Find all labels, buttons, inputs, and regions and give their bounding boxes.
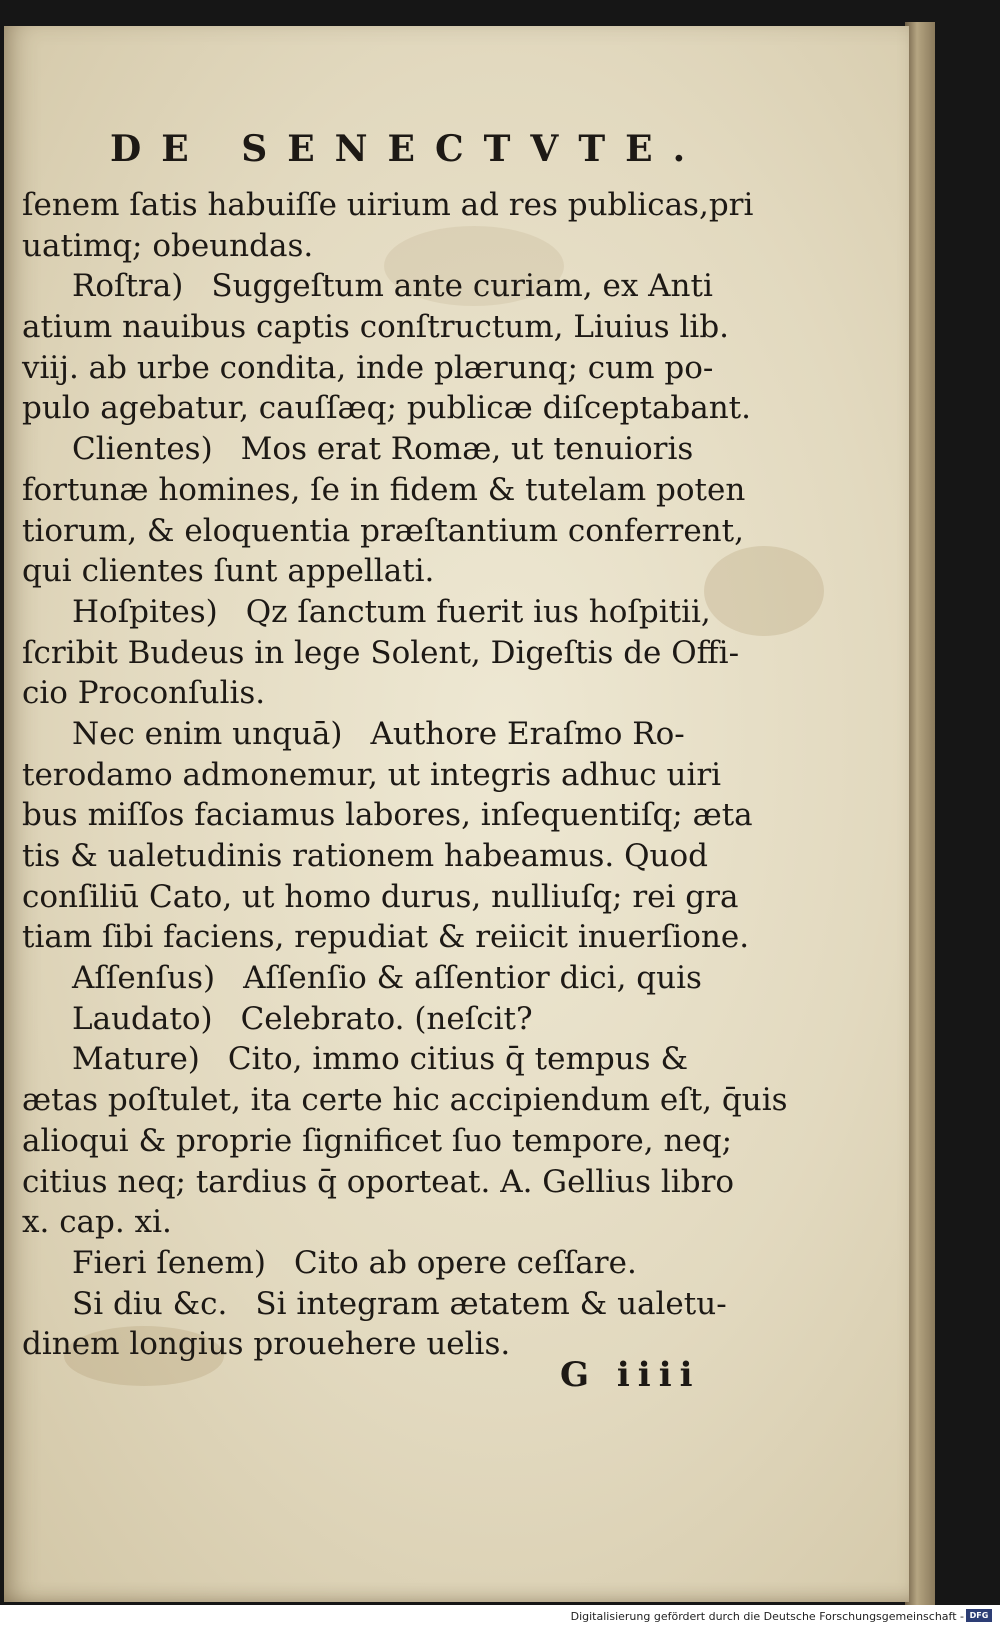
text-line xyxy=(22,917,762,958)
line-text: atium nauibus captis conſtructum, Liuius lib. xyxy=(22,309,730,346)
line-text: Mos erat Romæ, ut tenuioris xyxy=(240,431,694,468)
text-line xyxy=(22,1080,788,1121)
line-text: x. cap. xi. xyxy=(22,1204,172,1241)
line-text: citius neq; tardius q̄ oporteat. A. Gellius libro xyxy=(22,1163,735,1200)
text-line xyxy=(22,388,762,429)
line-text: pulo agebatur, cauſſæq; publicæ diſceptabant. xyxy=(22,390,751,427)
line-text: fortunæ homines, ſe in fidem & tutelam poten xyxy=(22,471,746,508)
line-text: tiorum, & eloquentia præſtantium conferrent, xyxy=(22,512,744,549)
line-text: tis & ualetudinis rationem habeamus. Quod xyxy=(22,838,708,874)
line-text: terodamo admonemur, ut integris adhuc uiri xyxy=(22,756,722,793)
lemma: Laudato) xyxy=(72,1000,213,1037)
lemma: Mature) xyxy=(72,1041,200,1078)
line-text: conſiliū Cato, ut homo durus, nulliuſq; rei gra xyxy=(22,878,739,915)
line-text: viij. ab urbe condita, inde plærunq; cum po- xyxy=(22,349,714,386)
text-line xyxy=(22,429,762,470)
text-line xyxy=(22,1243,762,1284)
line-text: Aſſenſio & aſſentior dici, quis xyxy=(243,960,702,997)
page-edge xyxy=(905,22,935,1607)
line-text: tiam ſibi faciens, repudiat & reiicit inuerſione. xyxy=(22,919,750,956)
text-line xyxy=(22,226,762,267)
text-line xyxy=(22,958,762,999)
funding-notice: Digitalisierung gefördert durch die Deutsche Forschungsgemeinschaft - xyxy=(570,1610,964,1623)
line-text: alioqui & proprie ſignificet ſuo tempore, neq; xyxy=(22,1122,733,1159)
text-line xyxy=(22,755,762,796)
text-line xyxy=(22,633,762,674)
line-text: Qz ſanctum fuerit ius hoſpitii, xyxy=(245,593,711,630)
lemma: Fieri ſenem) xyxy=(72,1244,266,1281)
line-text: ſcribit Budeus in lege Solent, Digeſtis de Offi- xyxy=(22,634,740,671)
line-text: Cito ab opere ceſſare. xyxy=(293,1244,637,1281)
text-line xyxy=(22,511,762,552)
text-line xyxy=(22,348,762,389)
running-head: DE SENECTVTE. xyxy=(110,128,706,170)
text-line xyxy=(22,836,762,877)
text-line xyxy=(22,1121,762,1162)
line-text: qui clientes ſunt appellati. xyxy=(22,553,435,590)
text-line xyxy=(22,714,762,755)
lemma: Clientes) xyxy=(72,431,213,468)
dfg-logo: DFG xyxy=(966,1609,992,1622)
line-text: ſenem ſatis habuiſſe uirium ad res publicas,pri xyxy=(22,187,754,223)
line-text: cio Proconſulis. xyxy=(22,675,266,712)
body-text xyxy=(22,185,788,1365)
text-line xyxy=(22,877,762,918)
line-text: ætas poſtulet, ita certe hic accipiendum eſt, q̄uis xyxy=(22,1082,788,1119)
text-line xyxy=(22,266,762,307)
line-text: Suggeſtum ante curiam, ex Anti xyxy=(211,268,713,305)
text-line xyxy=(22,1039,762,1080)
line-text: Si integram ætatem & ualetu- xyxy=(255,1285,727,1322)
lemma: Si diu &c. xyxy=(72,1285,228,1322)
line-text: Authore Eraſmo Ro- xyxy=(370,715,685,752)
lemma: Hoſpites) xyxy=(72,593,218,630)
text-line xyxy=(22,307,762,348)
text-line xyxy=(22,551,762,592)
text-line xyxy=(22,1162,762,1203)
text-line xyxy=(22,592,762,633)
lemma: Nec enim unquā) xyxy=(72,715,343,752)
line-text: Celebrato. (neſcit? xyxy=(240,1000,533,1037)
text-line xyxy=(22,470,762,511)
text-line xyxy=(22,185,762,226)
line-text: uatimq; obeundas. xyxy=(22,227,314,264)
text-line xyxy=(22,795,762,836)
text-line xyxy=(22,673,762,714)
lemma: Roſtra) xyxy=(72,268,184,305)
text-line xyxy=(22,999,762,1040)
lemma: Aſſenſus) xyxy=(72,960,216,997)
text-line xyxy=(22,1284,762,1325)
signature-mark: G iiii xyxy=(560,1355,701,1395)
text-line xyxy=(22,1202,762,1243)
line-text: bus miſſos faciamus labores, inſequentiſq; æta xyxy=(22,797,753,834)
line-text: dinem longius prouehere uelis. xyxy=(22,1326,511,1363)
line-text: Cito, immo citius q̄ tempus & xyxy=(227,1041,689,1078)
